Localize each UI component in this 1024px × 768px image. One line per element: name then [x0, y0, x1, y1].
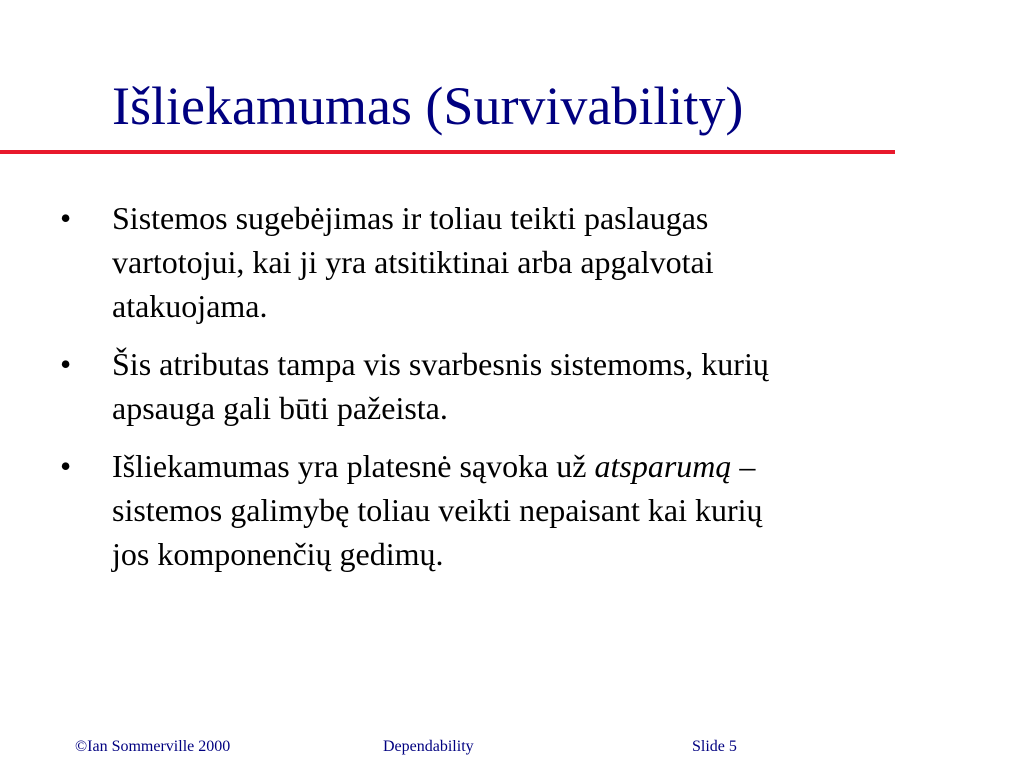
- bullet-line: vartotojui, kai ji yra atsitiktinai arba apgalvotai: [112, 244, 714, 280]
- bullet-list: [58, 196, 958, 590]
- emphasized-term: atsparumą: [594, 448, 732, 484]
- footer-topic: Dependability: [383, 738, 474, 755]
- bullet-line: atakuojama.: [112, 288, 268, 324]
- bullet-line: jos komponenčių gedimų.: [112, 536, 444, 572]
- bullet-dot-icon: •: [60, 200, 72, 236]
- bullet-line: apsauga gali būti pažeista.: [112, 390, 448, 426]
- dash: –: [731, 448, 756, 484]
- slide-title: Išliekamumas (Survivability): [112, 76, 744, 136]
- bullet-item: [58, 444, 958, 576]
- bullet-text: Išliekamumas yra platesnė sąvoka už: [112, 448, 595, 484]
- bullet-line: [112, 444, 958, 488]
- bullet-item: [58, 342, 958, 430]
- bullet-dot-icon: •: [60, 448, 72, 484]
- bullet-item: [58, 196, 958, 328]
- bullet-line: Sistemos sugebėjimas ir toliau teikti paslaugas: [112, 200, 709, 236]
- title-underline: [0, 150, 895, 154]
- bullet-line: sistemos galimybę toliau veikti nepaisant kai kurių: [112, 492, 763, 528]
- footer-slide-number: Slide 5: [692, 738, 737, 755]
- footer-copyright: ©Ian Sommerville 2000: [75, 738, 231, 755]
- bullet-line: Šis atributas tampa vis svarbesnis sistemoms, kurių: [112, 346, 769, 382]
- bullet-dot-icon: •: [60, 346, 72, 382]
